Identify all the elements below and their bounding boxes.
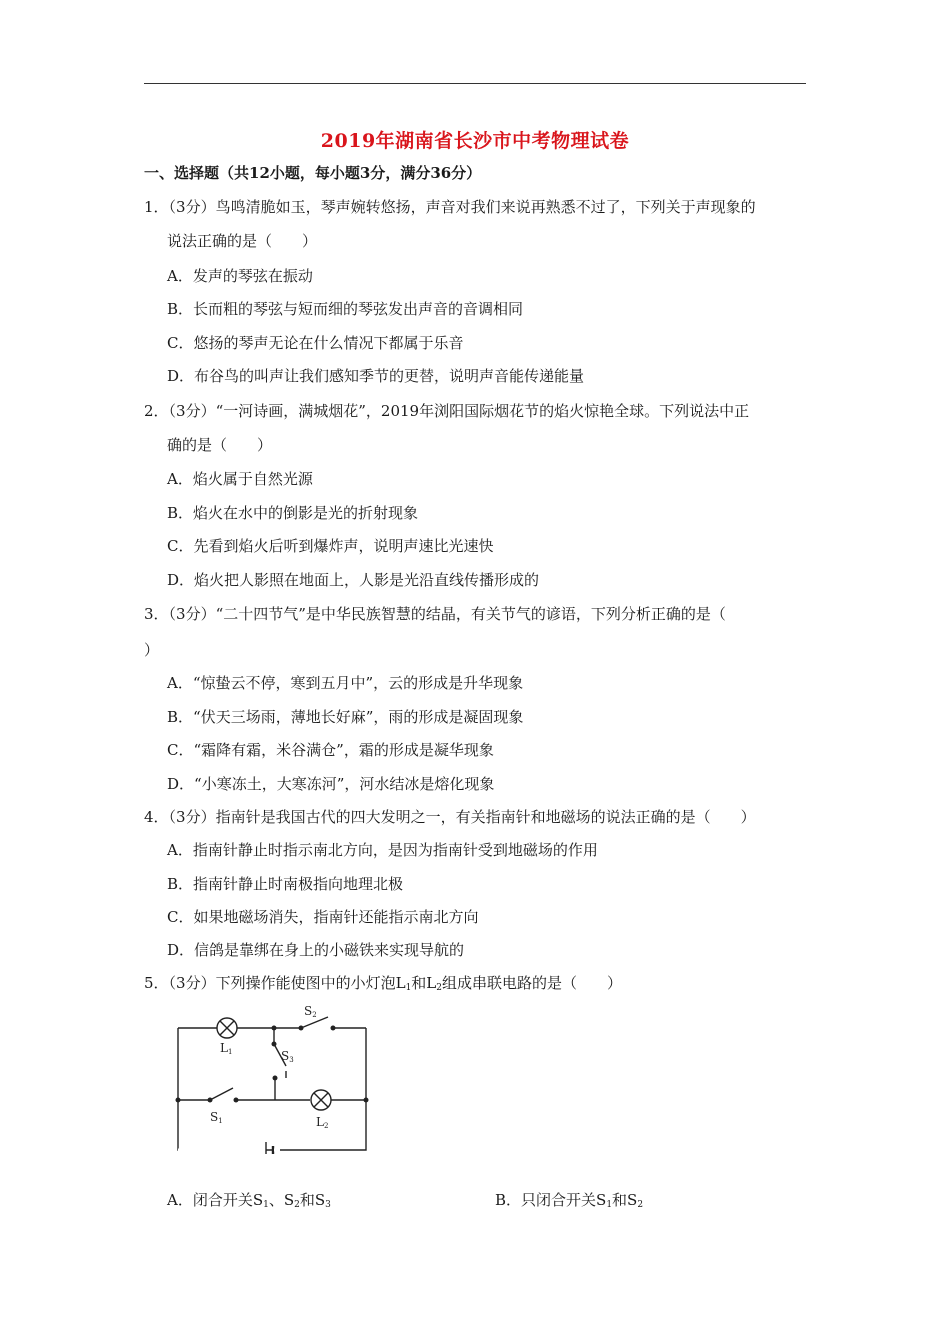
question-4-option-c: C．如果地磁场消失，指南针还能指示南北方向	[167, 908, 479, 926]
question-2-option-c: C．先看到焰火后听到爆炸声，说明声速比光速快	[167, 537, 494, 555]
question-2-stem: 2．（3分）“一河诗画，满城烟花”，2019年浏阳国际烟花节的焰火惊艳全球。下列说法中正	[144, 402, 750, 420]
label-s3: S3	[281, 1049, 294, 1064]
circuit-diagram	[170, 1004, 375, 1154]
section-heading: 一、选择题（共12小题，每小题3分，满分36分）	[144, 164, 482, 182]
question-4-option-a: A．指南针静止时指示南北方向，是因为指南针受到地磁场的作用	[167, 841, 598, 859]
label-s1: S1	[210, 1110, 223, 1125]
question-1-stem-cont: 说法正确的是（ ）	[167, 232, 318, 250]
question-3-stem: 3．（3分）“二十四节气”是中华民族智慧的结晶，有关节气的谚语，下列分析正确的是（	[144, 605, 726, 623]
question-1-option-a: A．发声的琴弦在振动	[167, 267, 313, 285]
question-3-option-b: B．“伏天三场雨，薄地长好麻”，雨的形成是凝固现象	[167, 708, 524, 726]
question-5-option-b: B．只闭合开关$S_1$和$S_2$	[495, 1191, 644, 1210]
label-s2: S2	[304, 1004, 317, 1019]
header-rule	[144, 83, 806, 84]
question-3-option-c: C．“霜降有霜，米谷满仓”，霜的形成是凝华现象	[167, 741, 494, 759]
page-title: 2019年湖南省长沙市中考物理试卷	[320, 130, 630, 152]
question-1-stem: 1．（3分）鸟鸣清脆如玉，琴声婉转悠扬，声音对我们来说再熟悉不过了，下列关于声现象的	[144, 198, 756, 216]
question-2-option-d: D．焰火把人影照在地面上，人影是光沿直线传播形成的	[167, 571, 540, 589]
question-1-option-c: C．悠扬的琴声无论在什么情况下都属于乐音	[167, 334, 464, 352]
question-3-option-a: A．“惊蛰云不停，寒到五月中”，云的形成是升华现象	[167, 674, 524, 692]
label-l2: L2	[316, 1115, 329, 1130]
question-3-option-d: D．“小寒冻土，大寒冻河”，河水结冰是熔化现象	[167, 775, 495, 793]
lamp-l2-icon	[311, 1090, 331, 1110]
question-2-option-a: A．焰火属于自然光源	[167, 470, 313, 488]
question-5-option-a: A．闭合开关$S_1$、$S_2$和$S_3$	[167, 1191, 331, 1210]
question-4-option-b: B．指南针静止时南极指向地理北极	[167, 875, 404, 893]
question-1-option-d: D．布谷鸟的叫声让我们感知季节的更替，说明声音能传递能量	[167, 367, 585, 385]
question-2-stem-cont: 确的是（ ）	[167, 436, 273, 454]
lamp-l1-icon	[217, 1018, 237, 1038]
question-2-option-b: B．焰火在水中的倒影是光的折射现象	[167, 504, 419, 522]
junction-dots	[176, 1026, 369, 1103]
question-4-stem: 4．（3分）指南针是我国古代的四大发明之一，有关指南针和地磁场的说法正确的是（ ）	[144, 808, 756, 826]
question-3-stem-cont: ）	[144, 641, 160, 659]
question-5-stem: 5．（3分）下列操作能使图中的小灯泡$L_1$和$L_2$组成串联电路的是（ ）	[144, 974, 623, 993]
question-4-option-d: D．信鸽是靠绑在身上的小磁铁来实现导航的	[167, 941, 465, 959]
label-l1: L1	[220, 1041, 233, 1056]
question-1-option-b: B．长而粗的琴弦与短而细的琴弦发出声音的音调相同	[167, 300, 524, 318]
